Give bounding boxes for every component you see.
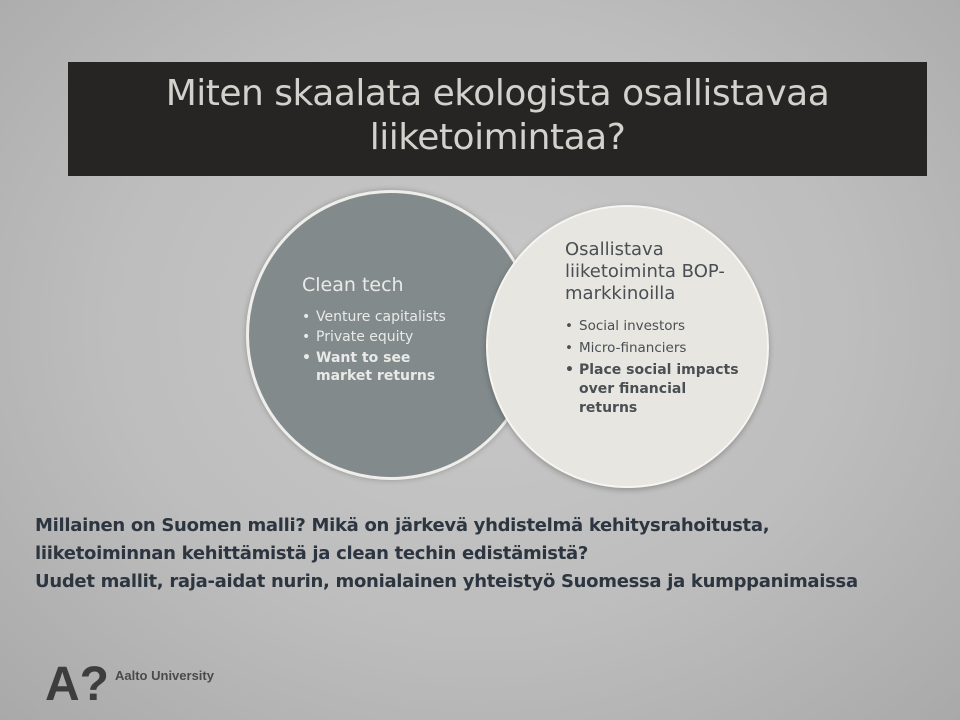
aalto-logo xyxy=(45,658,214,704)
aalto-logo-mark-text: A? xyxy=(45,658,109,704)
bullet-micro-financiers: • Micro-financiers xyxy=(565,337,755,359)
clean-tech-content xyxy=(302,272,456,385)
bullet-market-returns-text: Want to see market returns xyxy=(316,350,436,384)
clean-tech-heading: Clean tech xyxy=(302,274,404,296)
inclusive-business-content xyxy=(565,239,755,418)
bullet-social-impacts xyxy=(565,361,755,418)
bullet-private-equity: • Private equity xyxy=(302,327,456,347)
inclusive-business-bullets xyxy=(565,315,755,418)
bullet-market-returns xyxy=(302,349,456,385)
slide-title: Miten skaalata ekologista osallistavaa liiketoimintaa? xyxy=(165,73,830,158)
inclusive-business-heading-text: Osallistava liiketoiminta BOP-markkinoilla xyxy=(565,239,725,304)
aalto-logo-mark xyxy=(45,658,109,704)
bullet-venture-capitalists: • Venture capitalists xyxy=(302,307,456,327)
inclusive-business-heading xyxy=(565,239,755,305)
question-line-2: liiketoiminnan kehittämistä ja clean techin edistämistä? xyxy=(35,543,588,564)
clean-tech-bullets xyxy=(302,307,456,385)
question-list xyxy=(35,512,955,596)
question-line-3: Uudet mallit, raja-aidat nurin, monialainen yhteistyö Suomessa ja kumppanimaissa xyxy=(35,571,858,592)
bullet-social-investors: • Social investors xyxy=(565,315,755,337)
aalto-logo-text: Aalto University xyxy=(115,668,214,683)
question-line-1: Millainen on Suomen malli? Mikä on järkevä yhdistelmä kehitysrahoitusta, xyxy=(35,515,770,536)
bullet-social-impacts-text: Place social impacts over financial returns xyxy=(579,362,739,416)
title-bar xyxy=(68,62,927,176)
